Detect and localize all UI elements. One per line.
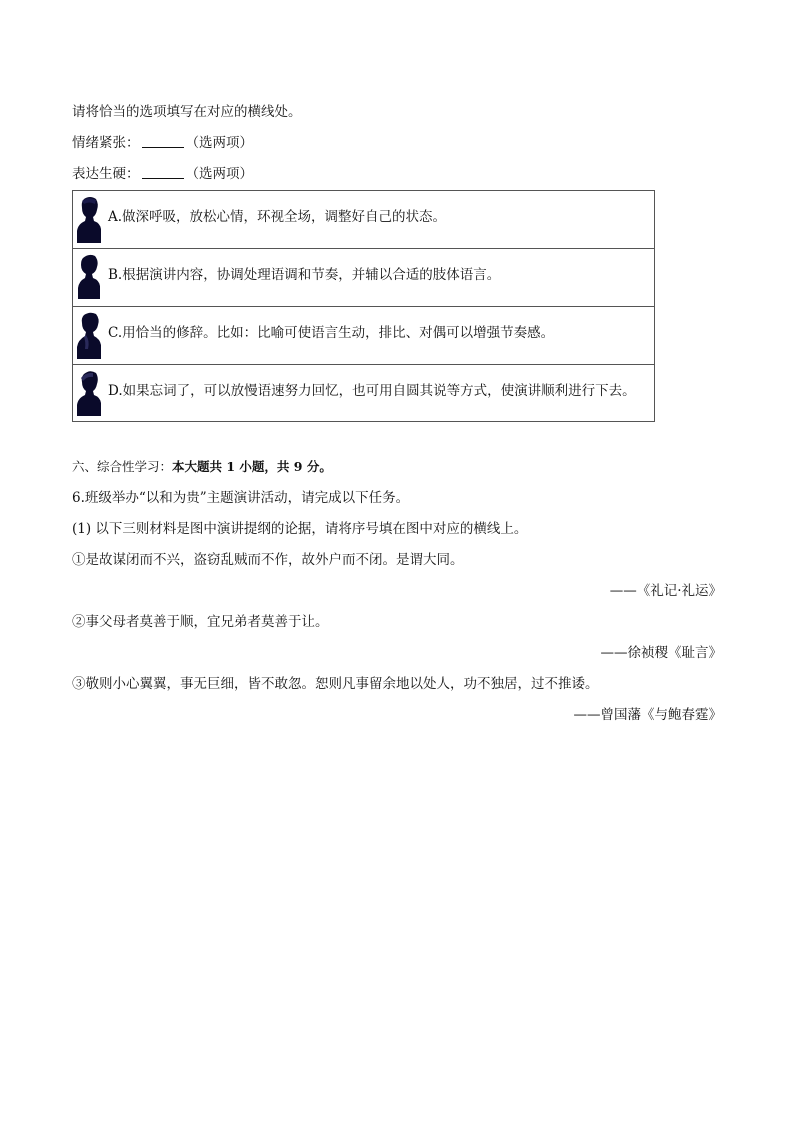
question-text: 6.班级举办“以和为贵”主题演讲活动，请完成以下任务。 [72,490,410,506]
option-row-b [73,249,654,307]
fill-item-emotion [72,134,253,152]
option-row-d [73,365,654,421]
speaker-silhouette-icon [76,369,102,417]
material-text-3: ③敬则小心翼翼，事无巨细，皆不敢忽。恕则凡事留余地以处人，功不独居，过不推诿。 [72,676,599,692]
fill-item-expression [72,165,253,183]
thinking-silhouette-icon [76,311,102,359]
options-table [72,190,655,422]
material-source-2: ——徐祯稷《耻言》 [600,645,722,661]
option-row-a [73,191,654,249]
section-heading-prefix: 六、综合性学习： [72,459,173,474]
fill-item-suffix: （选两项） [185,135,253,151]
section-heading [72,458,332,476]
fill-item-suffix: （选两项） [185,166,253,182]
speaker-silhouette-icon [76,253,102,301]
option-text: A.做深呼吸，放松心情，环视全场，调整好自己的状态。 [108,209,447,225]
speaker-silhouette-icon [76,195,102,243]
material-text-1: ①是故谋闭而不兴，盗窃乱贼而不作，故外户而不闭。是谓大同。 [72,552,464,568]
instruction-text: 请将恰当的选项填写在对应的横线处。 [72,104,302,120]
subquestion-text: (1) 以下三则材料是图中演讲提纲的论据，请将序号填在图中对应的横线上。 [72,521,528,537]
answer-blank[interactable] [142,135,184,148]
option-row-c [73,307,654,365]
fill-item-label: 表达生硬： [72,166,140,182]
section-heading-bold: 本大题共 1 小题，共 9 分。 [172,459,332,474]
fill-item-label: 情绪紧张： [72,135,140,151]
option-text: B.根据演讲内容，协调处理语调和节奏，并辅以合适的肢体语言。 [108,267,501,283]
material-source-1: ——《礼记·礼运》 [609,583,722,599]
material-text-2: ②事父母者莫善于顺，宜兄弟者莫善于让。 [72,614,329,630]
option-text: C.用恰当的修辞。比如：比喻可使语言生动，排比、对偶可以增强节奏感。 [108,325,555,341]
answer-blank[interactable] [142,166,184,179]
material-source-3: ——曾国藩《与鲍春霆》 [573,707,722,723]
option-text: D.如果忘词了，可以放慢语速努力回忆，也可用自圆其说等方式，使演讲顺利进行下去。 [108,383,636,399]
